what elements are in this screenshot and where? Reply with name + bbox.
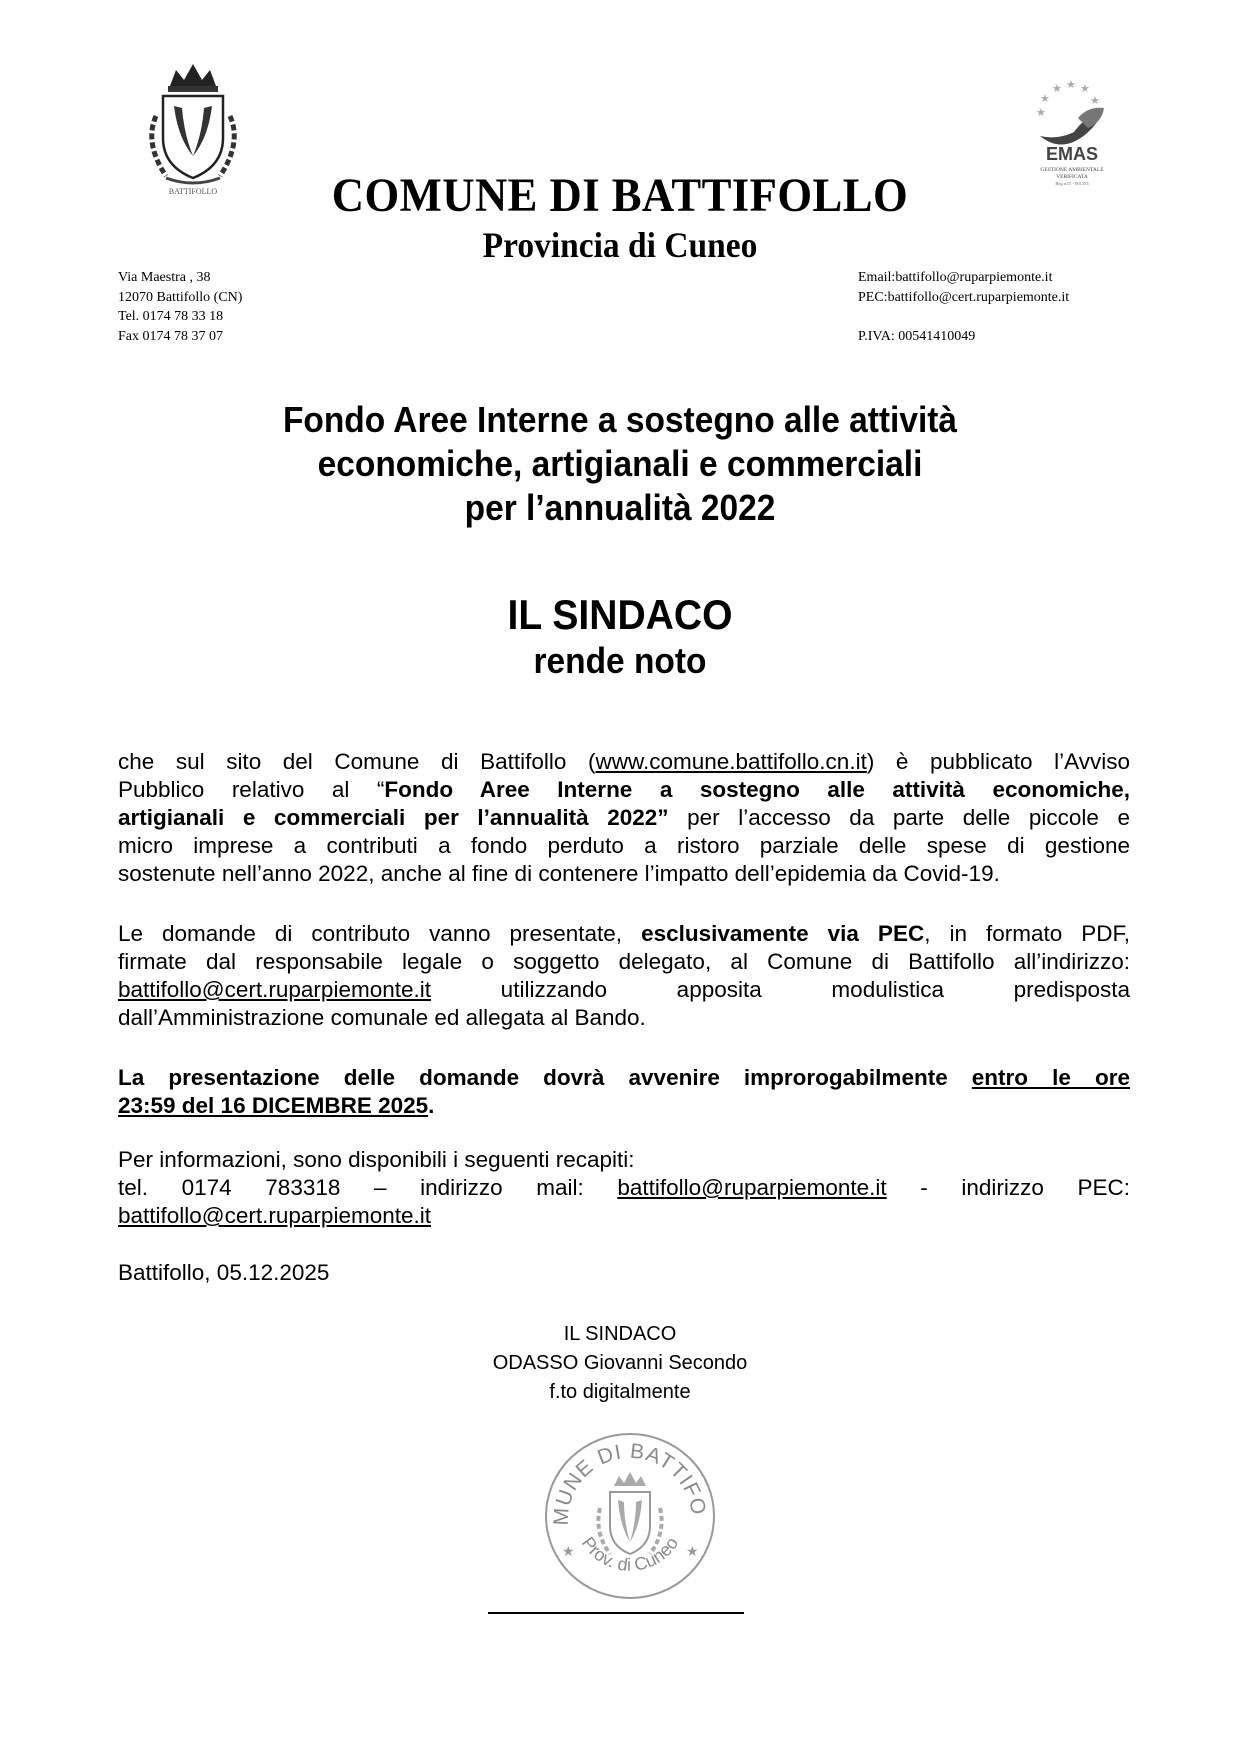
text: Pubblico relativo al “ — [118, 777, 385, 802]
signature-role: IL SINDACO — [563, 1323, 677, 1345]
notice-title-line: per l’annualità 2022 — [464, 487, 776, 528]
text: per l’accesso da parte delle piccole e — [668, 805, 1130, 830]
svg-text:★: ★ — [1066, 79, 1076, 91]
text: Le domande di contributo vanno presentate, — [118, 921, 642, 946]
place-date: Battifollo, 05.12.2025 — [118, 1260, 330, 1285]
paragraph-deadline — [118, 1064, 1130, 1120]
contact-piva: P.IVA: 00541410049 — [858, 328, 976, 344]
text-line: firmate dal responsabile legale o soggetto delegato, al Comune di Battifollo all’indirizzo: — [118, 949, 1130, 974]
org-title: COMUNE DI BATTIFOLLO — [331, 169, 909, 222]
seal-stamp-icon — [540, 1428, 720, 1604]
svg-text:EMAS: EMAS — [1045, 144, 1099, 164]
notice-title — [43, 398, 1196, 530]
svg-text:★: ★ — [686, 1545, 699, 1560]
pec-link[interactable]: battifollo@cert.ruparpiemonte.it — [118, 1203, 431, 1228]
signature-note: f.to digitalmente — [549, 1381, 691, 1403]
paragraph-submission — [118, 920, 1130, 1032]
svg-text:★: ★ — [562, 1545, 575, 1560]
address-block-left — [118, 268, 242, 346]
fund-name-bold: artigianali e commerciali per l’annualità 2022” — [118, 805, 669, 830]
notice-title-line: Fondo Aree Interne a sostegno alle attività — [282, 399, 958, 440]
svg-text:★: ★ — [1052, 83, 1062, 95]
sindaco-heading: IL SINDACO — [507, 591, 733, 638]
contact-pec: PEC:battifollo@cert.ruparpiemonte.it — [858, 289, 1070, 305]
text-line: sostenute nell’anno 2022, anche al fine di contenere l’impatto dell’epidemia da Covid-19. — [118, 861, 1000, 886]
pec-link[interactable]: battifollo@cert.ruparpiemonte.it — [118, 977, 431, 1002]
deadline-underlined: entro le ore — [971, 1065, 1130, 1090]
text-line: Per informazioni, sono disponibili i seguenti recapiti: — [118, 1147, 635, 1172]
svg-text:★: ★ — [1080, 83, 1090, 95]
address-fax: Fax 0174 78 37 07 — [118, 328, 223, 344]
signature-block — [0, 1320, 1240, 1407]
text-line: dall’Amministrazione comunale ed allegata al Bando. — [118, 1005, 646, 1030]
svg-text:VERIFICATA: VERIFICATA — [1056, 174, 1088, 180]
svg-text:★: ★ — [1036, 107, 1046, 119]
deadline-date: 23:59 del 16 DICEMBRE 2025 — [118, 1093, 429, 1118]
svg-text:GESTIONE AMBIENTALE: GESTIONE AMBIENTALE — [1040, 167, 1104, 173]
signature-name: ODASSO Giovanni Secondo — [492, 1352, 748, 1374]
text: - indirizzo PEC: — [886, 1175, 1130, 1200]
email-link[interactable]: battifollo@ruparpiemonte.it — [617, 1175, 887, 1200]
address-block-right — [858, 268, 1069, 346]
svg-text:★: ★ — [1090, 95, 1100, 107]
text: tel. 0174 783318 – indirizzo mail: — [118, 1175, 618, 1200]
signature-line — [488, 1612, 744, 1614]
text: utilizzando apposita modulistica predisposta — [431, 977, 1130, 1002]
text: . — [428, 1093, 435, 1118]
notice-title-line: economiche, artigianali e commerciali — [317, 443, 923, 484]
svg-text:Reg.n.IT - 001355: Reg.n.IT - 001355 — [1055, 181, 1089, 186]
org-subtitle: Provincia di Cuneo — [482, 225, 758, 265]
address-tel: Tel. 0174 78 33 18 — [118, 309, 224, 324]
fund-name-bold: Fondo Aree Interne a sostegno alle attività economiche, — [384, 777, 1130, 802]
rende-noto-subheading: rende noto — [533, 640, 707, 681]
text-line: micro imprese a contributi a fondo perduto a ristoro parziale delle spese di gestione — [118, 833, 1130, 858]
text: La presentazione delle domande dovrà avvenire improrogabilmente — [118, 1065, 972, 1090]
text: ) è pubblicato l’Avviso — [866, 749, 1130, 774]
svg-text:COMUNE DI BATTIFOLLO: MUNE DI BATTIFO — [549, 1439, 711, 1527]
paragraph-contacts — [118, 1146, 1130, 1230]
text: che sul sito del Comune di Battifollo ( — [118, 749, 596, 774]
svg-text:Prov. di Cuneo: Prov. di Cuneo — [577, 1533, 683, 1575]
contact-email: Email:battifollo@ruparpiemonte.it — [858, 270, 1053, 285]
svg-text:BATTIFOLLO: BATTIFOLLO — [168, 187, 218, 196]
text: , in formato PDF, — [924, 921, 1131, 946]
svg-text:★: ★ — [1040, 93, 1050, 105]
pec-only-bold: esclusivamente via PEC — [641, 921, 925, 946]
address-street: Via Maestra , 38 — [118, 270, 211, 285]
paragraph-announcement — [118, 748, 1130, 888]
website-link[interactable]: www.comune.battifollo.cn.it — [595, 749, 867, 774]
address-city: 12070 Battifollo (CN) — [118, 289, 243, 305]
